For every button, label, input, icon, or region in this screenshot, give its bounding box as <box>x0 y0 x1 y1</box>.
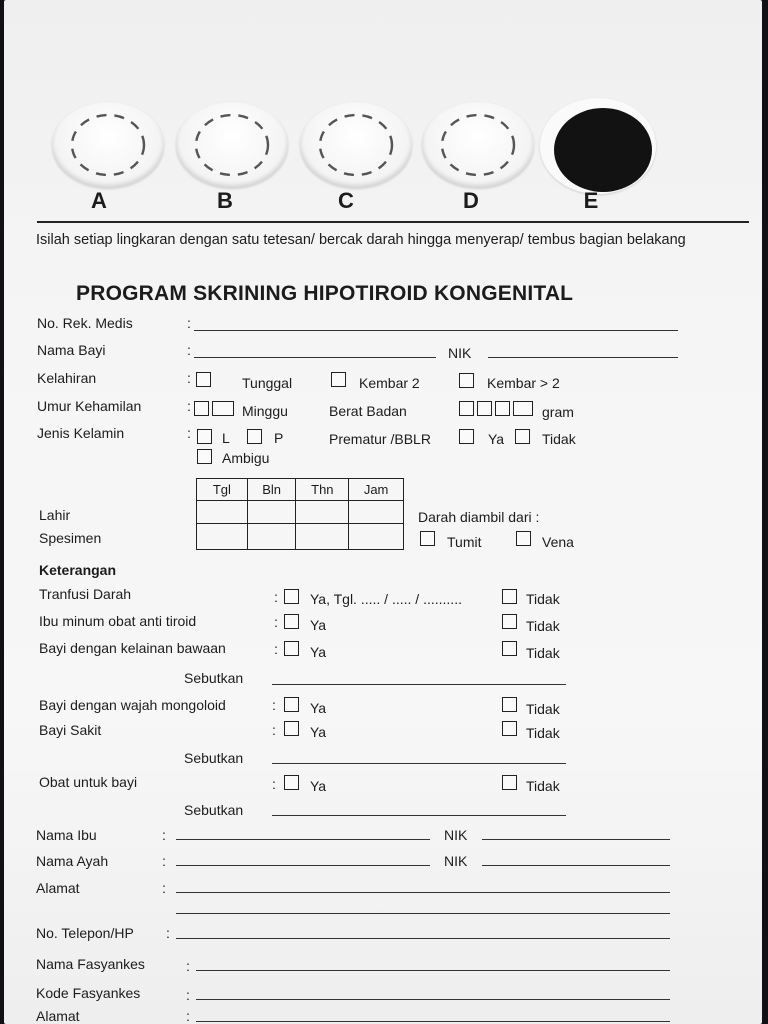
checkbox-tranfusi-ya[interactable] <box>284 589 299 604</box>
label-tranfusi: Tranfusi Darah <box>39 586 132 602</box>
colon: : <box>186 987 190 1003</box>
colon: : <box>162 827 166 843</box>
label-nik-bayi: NIK <box>448 345 472 361</box>
keterangan-heading: Keterangan <box>39 562 117 578</box>
label-darah-diambil: Darah diambil dari : <box>418 509 540 525</box>
label-spesimen: Spesimen <box>39 530 102 546</box>
label-tunggal: Tunggal <box>242 375 293 391</box>
alamat-fasyankes-input-line[interactable] <box>196 1021 670 1022</box>
label-jenis-kelamin: Jenis Kelamin <box>37 425 125 441</box>
label-sakit-tidak: Tidak <box>526 725 560 741</box>
colon: : <box>187 315 191 331</box>
label-ibu-obat: Ibu minum obat anti tiroid <box>39 613 197 629</box>
checkbox-ibu-obat-ya[interactable] <box>284 614 299 629</box>
spot-label-a: A <box>91 188 107 213</box>
colon: : <box>272 776 276 792</box>
checkbox-perempuan[interactable] <box>247 429 262 444</box>
instruction-text: Isilah setiap lingkaran dengan satu tetesan/ bercak darah hingga menyerap/ tembus bagian belakang <box>36 232 686 248</box>
label-telepon: No. Telepon/HP <box>36 925 134 941</box>
label-nama-fasyankes: Nama Fasyankes <box>36 956 145 972</box>
label-kode-fasyankes: Kode Fasyankes <box>36 985 141 1001</box>
label-alamat-fasyankes: Alamat <box>36 1008 80 1024</box>
checkbox-prematur-ya[interactable] <box>459 429 474 444</box>
digit-box-minggu-1[interactable] <box>194 401 209 416</box>
digit-box-berat-1[interactable] <box>459 401 474 416</box>
label-l: L <box>222 430 230 446</box>
label-nama-ayah: Nama Ayah <box>36 853 109 869</box>
label-kelahiran: Kelahiran <box>37 370 97 386</box>
colon: : <box>272 722 276 738</box>
sebutkan-sakit-input-line[interactable] <box>272 763 566 764</box>
label-mongoloid: Bayi dengan wajah mongoloid <box>39 697 226 713</box>
spot-label-d: D <box>463 188 479 213</box>
checkbox-kembar-2[interactable] <box>331 372 346 387</box>
label-bayi-sakit: Bayi Sakit <box>39 722 102 738</box>
perforation-line <box>37 221 749 223</box>
checkbox-mongoloid-tidak[interactable] <box>502 697 517 712</box>
checkbox-laki-laki[interactable] <box>197 429 212 444</box>
label-p: P <box>274 430 284 446</box>
label-lahir: Lahir <box>39 507 71 523</box>
checkbox-prematur-tidak[interactable] <box>515 429 530 444</box>
label-nik-ibu: NIK <box>444 827 468 843</box>
alamat-input-line-2[interactable] <box>176 913 670 914</box>
label-prematur-tidak: Tidak <box>542 431 576 447</box>
lahir-tgl-cell[interactable] <box>197 501 248 524</box>
digit-box-berat-3[interactable] <box>495 401 510 416</box>
label-kembar-lebih-2: Kembar > 2 <box>487 375 560 391</box>
digit-box-minggu-2[interactable] <box>212 401 234 416</box>
digit-box-berat-4[interactable] <box>513 401 533 416</box>
col-header-thn: Thn <box>296 479 349 501</box>
checkbox-ambigu[interactable] <box>197 449 212 464</box>
spot-label-e: E <box>583 188 599 213</box>
telepon-input-line[interactable] <box>176 938 670 939</box>
date-time-table <box>196 478 404 550</box>
col-header-bln: Bln <box>247 479 296 501</box>
checkbox-ibu-obat-tidak[interactable] <box>502 614 517 629</box>
label-nama-bayi: Nama Bayi <box>37 342 106 358</box>
checkbox-tumit[interactable] <box>420 531 435 546</box>
blood-spot-circle-d[interactable] <box>422 102 534 188</box>
colon: : <box>187 398 191 414</box>
nama-ibu-input-line[interactable] <box>176 839 430 840</box>
label-rek-medis: No. Rek. Medis <box>37 315 133 331</box>
colon: : <box>186 1008 190 1024</box>
label-ibu-obat-ya: Ya <box>310 617 327 633</box>
label-ambigu: Ambigu <box>222 450 270 466</box>
lahir-thn-cell[interactable] <box>296 501 349 524</box>
nik-bayi-input-line[interactable] <box>488 357 678 358</box>
spot-label-c: C <box>338 188 354 213</box>
label-kelainan-ya: Ya <box>310 644 327 660</box>
label-ibu-obat-tidak: Tidak <box>526 618 560 634</box>
alamat-input-line-1[interactable] <box>176 892 670 893</box>
nama-ayah-input-line[interactable] <box>176 865 430 866</box>
kode-fasyankes-input-line[interactable] <box>196 999 670 1000</box>
label-obat-bayi-tidak: Tidak <box>526 778 560 794</box>
checkbox-sakit-ya[interactable] <box>284 721 299 736</box>
label-mongoloid-tidak: Tidak <box>526 701 560 717</box>
checkbox-kelainan-tidak[interactable] <box>502 641 517 656</box>
colon: : <box>166 925 170 941</box>
checkbox-kembar-lebih-2[interactable] <box>459 373 474 388</box>
colon: : <box>187 370 191 386</box>
label-sebutkan-sakit: Sebutkan <box>184 750 244 766</box>
label-tranfusi-tidak: Tidak <box>526 591 560 607</box>
lahir-bln-cell[interactable] <box>247 501 296 524</box>
label-tranfusi-ya-tgl: Ya, Tgl. ..... / ..... / .......... <box>310 591 462 607</box>
spesimen-bln-cell[interactable] <box>247 524 296 550</box>
blood-spot-circle-a[interactable] <box>52 102 164 188</box>
blood-spot-circle-b[interactable] <box>176 102 288 188</box>
colon: : <box>272 697 276 713</box>
label-sakit-ya: Ya <box>310 724 327 740</box>
fasyankes-input-line[interactable] <box>196 970 670 971</box>
label-minggu: Minggu <box>242 403 288 419</box>
form-title: PROGRAM SKRINING HIPOTIROID KONGENITAL <box>76 282 574 305</box>
colon: : <box>274 614 278 630</box>
colon: : <box>274 641 278 657</box>
colon: : <box>162 880 166 896</box>
checkbox-kelainan-ya[interactable] <box>284 641 299 656</box>
label-umur-kehamilan: Umur Kehamilan <box>37 398 142 414</box>
label-gram: gram <box>542 404 574 420</box>
colon: : <box>274 589 278 605</box>
checkbox-tranfusi-tidak[interactable] <box>502 589 517 604</box>
label-obat-bayi: Obat untuk bayi <box>39 774 138 790</box>
nik-ayah-input-line[interactable] <box>482 865 670 866</box>
label-sebutkan-kelainan: Sebutkan <box>184 670 244 686</box>
form-card <box>4 0 762 1024</box>
label-kembar-2: Kembar 2 <box>359 375 420 391</box>
blood-spot-hole-e[interactable] <box>554 108 652 192</box>
checkbox-mongoloid-ya[interactable] <box>284 697 299 712</box>
lahir-jam-cell[interactable] <box>349 501 404 524</box>
blood-spot-circle-c[interactable] <box>300 102 412 188</box>
colon: : <box>162 853 166 869</box>
label-alamat: Alamat <box>36 880 80 896</box>
digit-box-berat-2[interactable] <box>477 401 492 416</box>
spesimen-tgl-cell[interactable] <box>197 524 248 550</box>
label-kelainan-tidak: Tidak <box>526 645 560 661</box>
label-berat-badan: Berat Badan <box>329 403 407 419</box>
label-kelainan: Bayi dengan kelainan bawaan <box>39 640 226 656</box>
spesimen-jam-cell[interactable] <box>349 524 404 550</box>
nama-bayi-input-line[interactable] <box>194 357 436 358</box>
checkbox-tunggal[interactable] <box>196 372 211 387</box>
colon: : <box>187 425 191 441</box>
checkbox-obat-bayi-ya[interactable] <box>284 775 299 790</box>
checkbox-sakit-tidak[interactable] <box>502 721 517 736</box>
colon: : <box>187 342 191 358</box>
label-prematur-ya: Ya <box>488 431 505 447</box>
spesimen-thn-cell[interactable] <box>296 524 349 550</box>
label-vena: Vena <box>542 534 574 550</box>
col-header-tgl: Tgl <box>197 479 248 501</box>
spot-label-b: B <box>217 188 233 213</box>
sebutkan-kelainan-input-line[interactable] <box>272 684 566 685</box>
colon: : <box>186 958 190 974</box>
label-prematur: Prematur /BBLR <box>329 431 431 447</box>
label-mongoloid-ya: Ya <box>310 700 327 716</box>
label-sebutkan-obat: Sebutkan <box>184 802 244 818</box>
rek-medis-input-line[interactable] <box>194 330 678 331</box>
label-nik-ayah: NIK <box>444 853 468 869</box>
sebutkan-obat-input-line[interactable] <box>272 815 566 816</box>
checkbox-obat-bayi-tidak[interactable] <box>502 775 517 790</box>
col-header-jam: Jam <box>349 479 404 501</box>
nik-ibu-input-line[interactable] <box>482 839 670 840</box>
label-tumit: Tumit <box>447 534 482 550</box>
checkbox-vena[interactable] <box>516 531 531 546</box>
label-obat-bayi-ya: Ya <box>310 778 327 794</box>
label-nama-ibu: Nama Ibu <box>36 827 97 843</box>
